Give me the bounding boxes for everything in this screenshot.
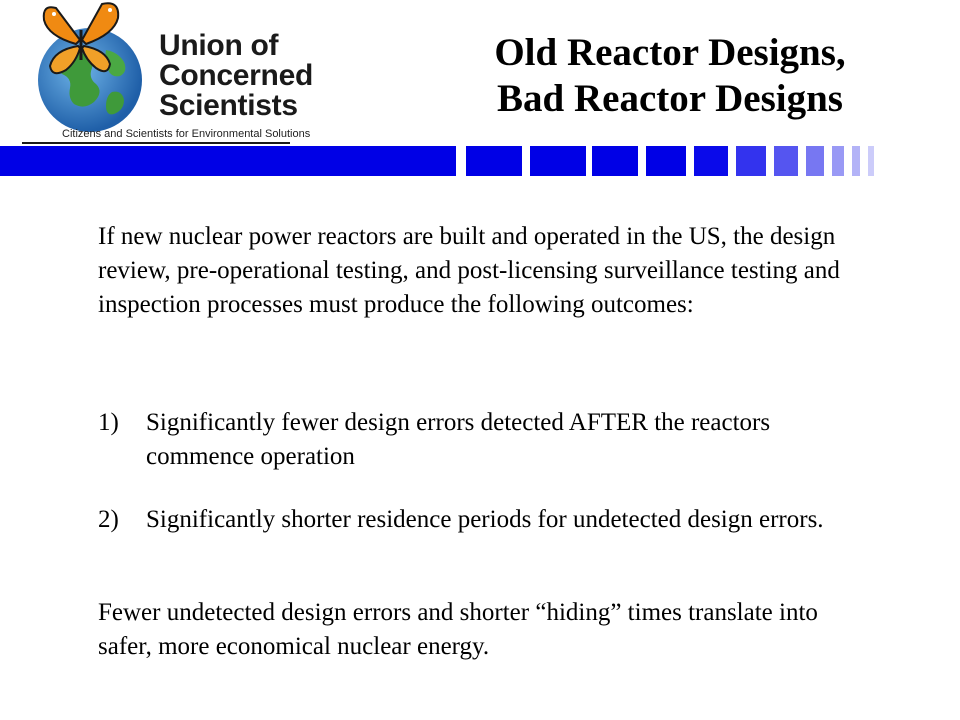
org-name-line-1: Union of <box>159 29 279 62</box>
closing-paragraph: Fewer undetected design errors and shorter “hiding” times translate into safer, more economical nuclear energy. <box>98 599 818 660</box>
band-square <box>736 146 766 176</box>
band-square <box>646 146 686 176</box>
band-square <box>852 146 860 176</box>
slide-title-line-1: Old Reactor Designs, <box>494 31 846 74</box>
outcome-text: Significantly shorter residence periods for undetected design errors. <box>146 506 824 533</box>
band-square <box>806 146 824 176</box>
logo-divider <box>22 142 290 144</box>
ucs-logo <box>22 0 322 148</box>
outcome-text: Significantly fewer design errors detected AFTER the reactors commence operation <box>146 409 771 470</box>
band-square <box>774 146 798 176</box>
band-square <box>530 146 586 176</box>
band-bar <box>0 146 456 176</box>
org-tagline: Citizens and Scientists for Environmental Solutions <box>62 128 311 140</box>
org-name-line-3: Scientists <box>159 89 298 122</box>
title-band <box>0 146 960 176</box>
intro-paragraph: If new nuclear power reactors are built and operated in the US, the design review, pre-operational testing, and post-licensing surveillance testing and inspection processes must produce the following outcomes: <box>98 223 840 318</box>
org-name-line-2: Concerned <box>159 59 313 92</box>
butterfly-icon <box>36 0 126 90</box>
band-square <box>466 146 522 176</box>
band-square <box>592 146 638 176</box>
slide-title-line-2: Bad Reactor Designs <box>497 77 843 120</box>
outcome-number: 2) <box>98 506 119 533</box>
slide-title <box>400 30 940 122</box>
band-square <box>868 146 874 176</box>
band-square <box>832 146 844 176</box>
outcome-number: 1) <box>98 409 119 436</box>
band-square <box>694 146 728 176</box>
